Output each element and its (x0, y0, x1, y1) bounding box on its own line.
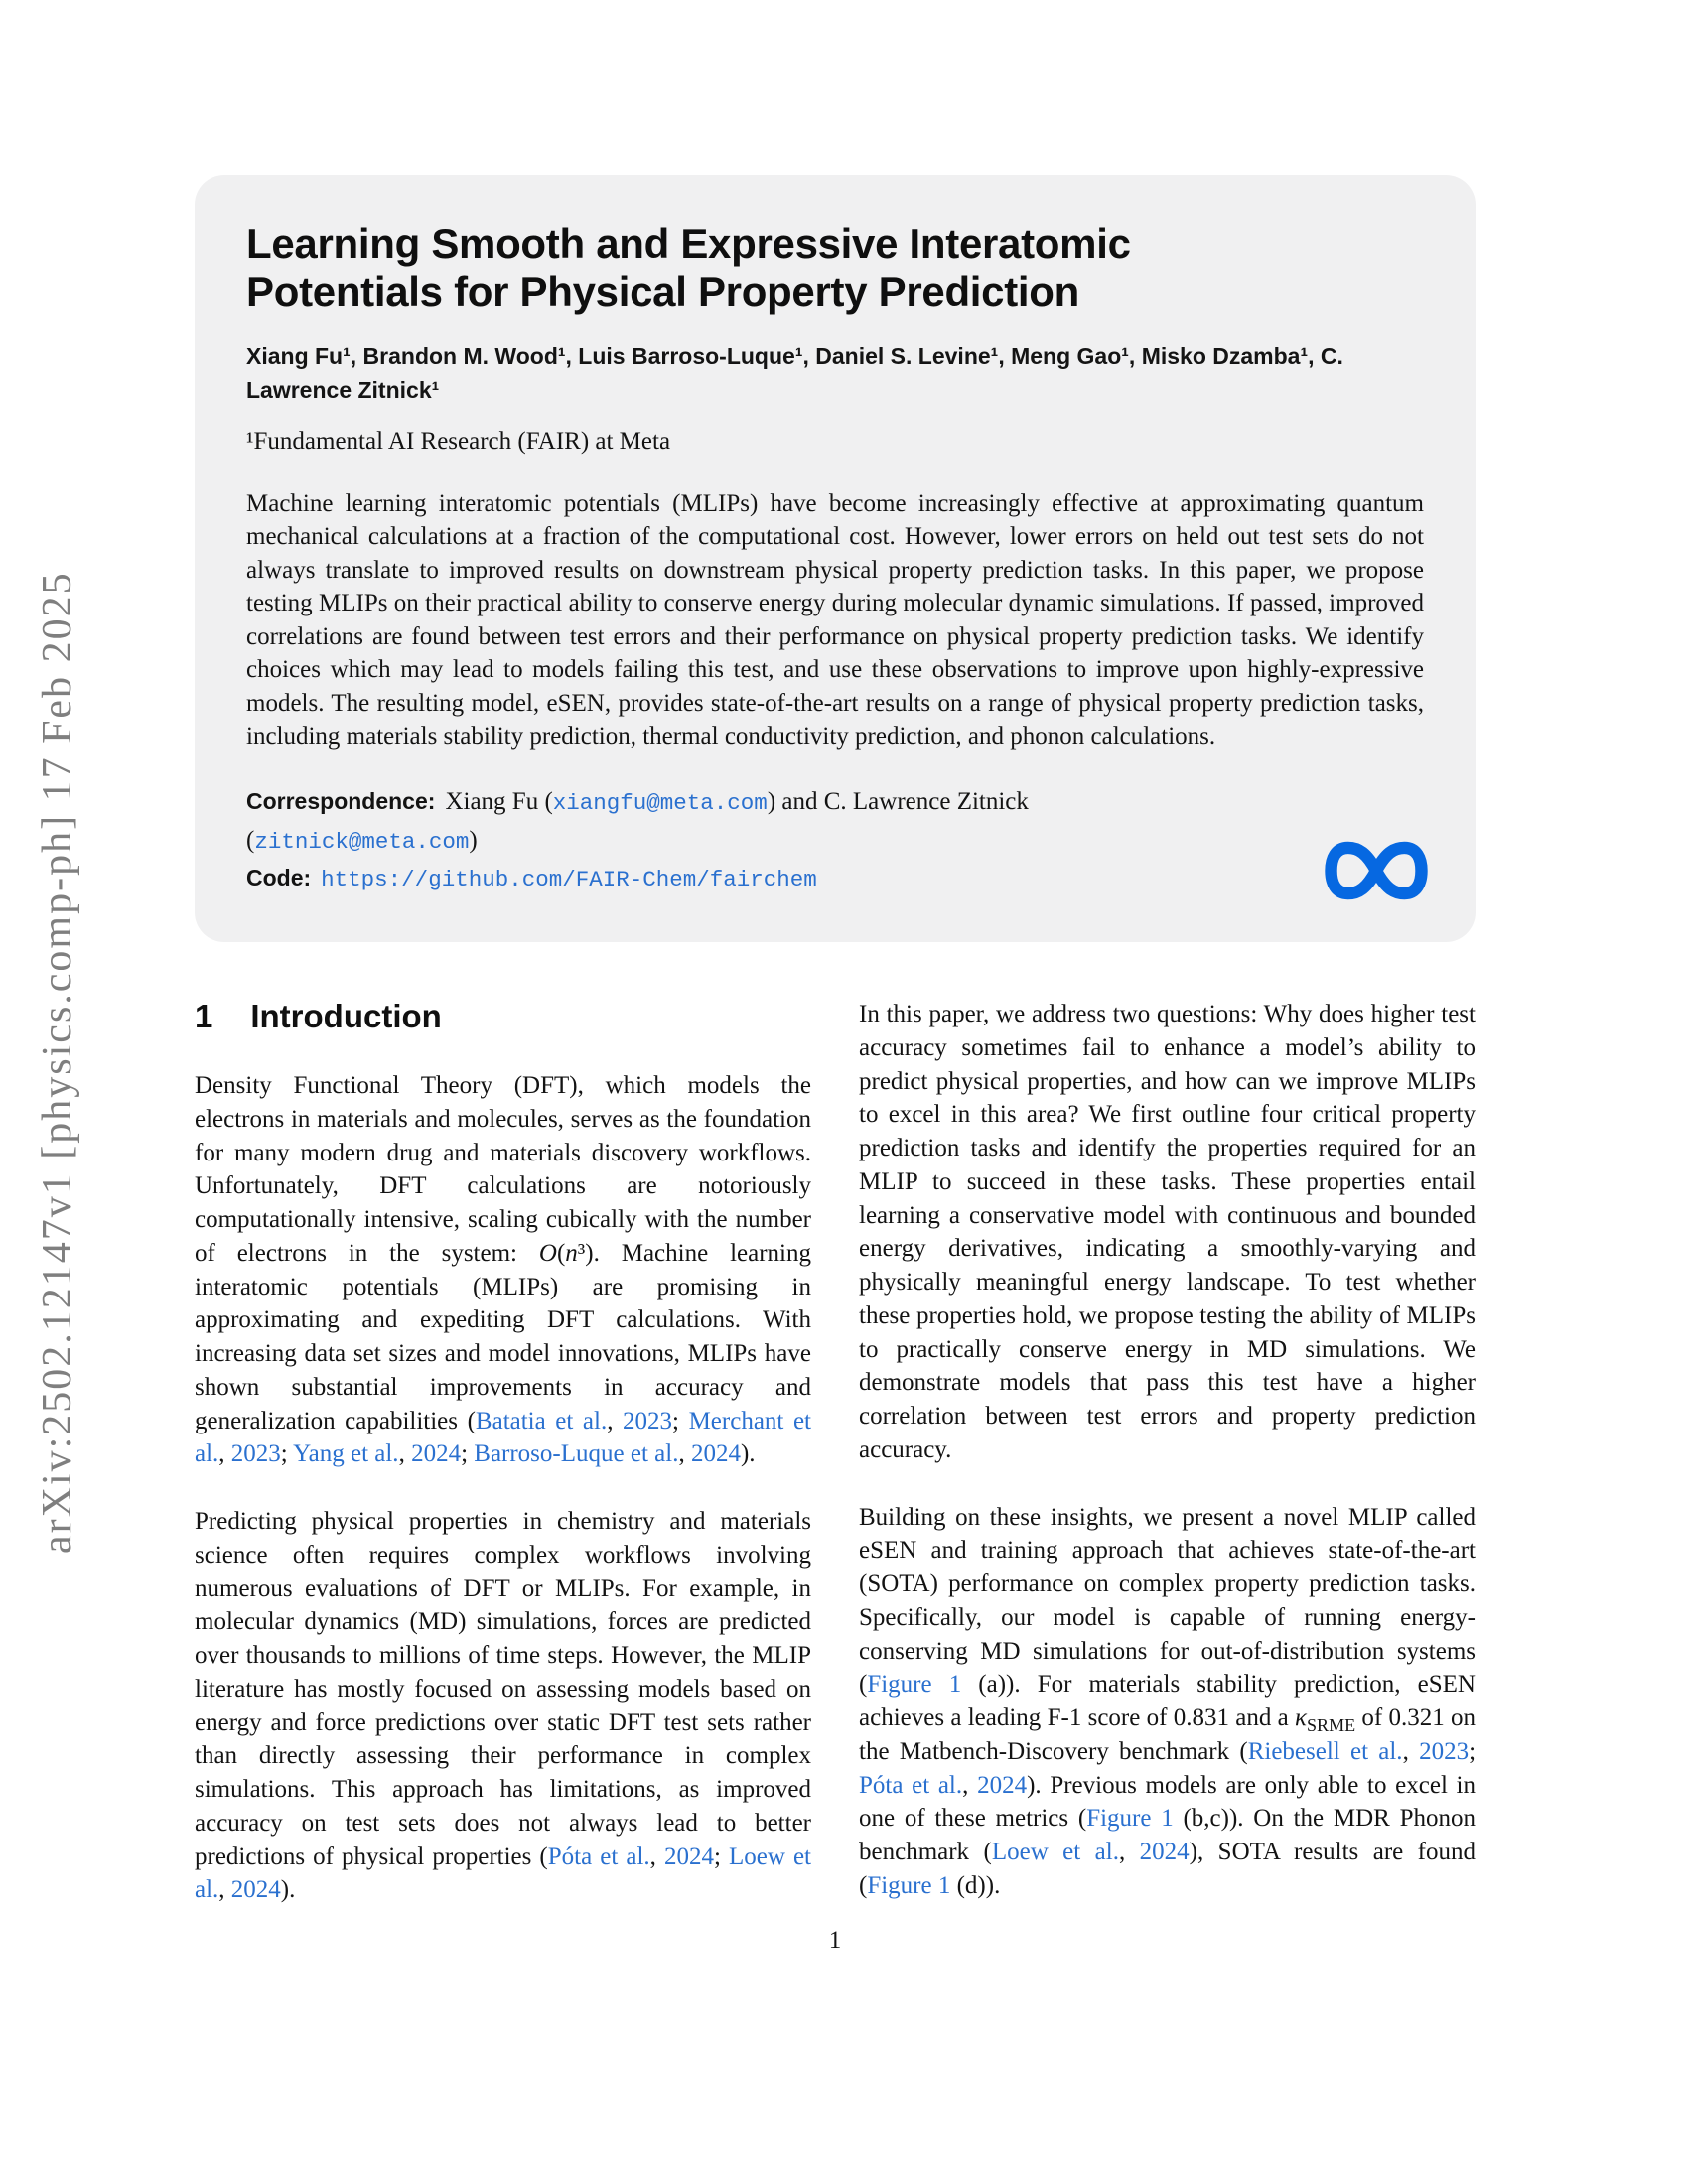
inline-link[interactable]: 2023 (1419, 1737, 1470, 1765)
text-segment: ; (280, 1440, 294, 1468)
paper-content (195, 175, 1476, 1955)
inline-link[interactable]: Merchant et al. (195, 1407, 811, 1468)
inline-link[interactable]: Figure 1 (867, 1671, 962, 1699)
text-segment: , (398, 1440, 412, 1468)
text-segment: , (1402, 1737, 1420, 1765)
text-segment: ), SOTA results are found ( (859, 1839, 1476, 1899)
arxiv-watermark: arXiv:2502.12147v1 [physics.comp-ph] 17 Feb 2025 (35, 571, 80, 1554)
text-segment: Density Functional Theory (DFT), which models the electrons in materials and molecules, serves as the foundation for many modern drug and materials discovery workflows. Unfortunately, DFT calculations are notoriously computationally intensive, scaling cubically with the number of electrons in the system: (195, 1072, 811, 1267)
text-segment: ; (461, 1440, 475, 1468)
inline-link[interactable]: Riebesell et al. (1247, 1737, 1403, 1765)
text-segment: ; (1469, 1737, 1477, 1765)
text-segment: Predicting physical properties in chemistry and materials science often requires complex workflows involving numerous evaluations of DFT or MLIPs. For example, in molecular dynamics (MD) simulations, forces are predicted over thousands to millions of time steps. However, the MLIP literature has mostly focused on assessing models based on energy and force predictions over static DFT test sets rather than directly assessing their performance in complex simulations. This approach has limitations, as improved accuracy on test sets does not always lead to better predictions of physical properties ( (195, 1508, 811, 1870)
text-segment: In this paper, we address two questions: Why does higher test accuracy sometimes fail to enhance a model’s ability to predict physical properties, and how can we improve MLIPs to excel in this area? We first outline four critical property prediction tasks and identify the properties required for an MLIP to succeed in these tasks. These properties entail learning a conservative model with continuous and bounded energy derivatives, indicating a smoothly-varying and physically meaningful energy landscape. To test whether these properties hold, we propose testing the ability of MLIPs to practically conserve energy in MD simulations. We demonstrate models that pass this test have a higher correlation between test errors and property prediction accuracy. (859, 1001, 1476, 1463)
page-number: 1 (828, 1927, 842, 1954)
inline-link[interactable]: 2024 (663, 1843, 714, 1870)
text-segment: , (218, 1876, 231, 1904)
text-segment: ) and C. Lawrence Zitnick ( (246, 787, 1029, 854)
inline-link[interactable]: 2024 (1139, 1839, 1190, 1865)
inline-link[interactable]: 2023 (623, 1407, 673, 1434)
text-segment: ). (740, 1440, 756, 1468)
text-segment: ). (280, 1876, 296, 1904)
inline-link[interactable]: Figure 1 (867, 1871, 951, 1899)
text-segment: ; (672, 1407, 689, 1434)
inline-link[interactable]: Póta et al. (547, 1843, 650, 1870)
paper-title: Learning Smooth and Expressive Interatomic Potentials for Physical Property Prediction (246, 220, 1131, 315)
inline-link[interactable]: 2024 (230, 1876, 281, 1904)
text-segment: , (1118, 1839, 1140, 1865)
text-segment: ). Previous models are only able to excel in one of these metrics ( (859, 1771, 1477, 1833)
text-segment: (a)). For materials stability prediction, eSEN achieves a leading F-1 score of 0.831 and a (859, 1671, 1476, 1731)
text-segment: ³). Machine learning interatomic potentials (MLIPs) are promising in approximating and expediting DFT calculations. With increasing data set sizes and model innovations, MLIPs have shown substantial improvements in accuracy and generalization capabilities ( (195, 1239, 811, 1434)
code-link[interactable]: https://github.com/FAIR-Chem/fairchem (321, 867, 817, 893)
inline-link[interactable]: Loew et al. (195, 1843, 812, 1904)
text-segment: O (538, 1239, 557, 1267)
code-line (246, 860, 1259, 898)
inline-link[interactable]: Batatia et al. (475, 1407, 608, 1434)
text-segment: κ (1295, 1705, 1308, 1731)
inline-link[interactable]: Barroso-Luque et al. (474, 1440, 679, 1468)
code-label: Code: (246, 865, 312, 891)
inline-link[interactable]: 2024 (977, 1771, 1028, 1799)
text-segment: SRME (1307, 1715, 1356, 1735)
text-segment: ( (556, 1239, 566, 1267)
affiliation: ¹Fundamental AI Research (FAIR) at Meta (246, 427, 671, 455)
inline-link[interactable]: Figure 1 (1086, 1805, 1174, 1833)
section-number: 1 (195, 998, 213, 1034)
inline-link[interactable]: Póta et al. (859, 1771, 963, 1799)
text-segment: , (649, 1843, 664, 1870)
author-list: Xiang Fu¹, Brandon M. Wood¹, Luis Barroso-Luque¹, Daniel S. Levine¹, Meng Gao¹, Misko Dzamba¹, C. Lawrence Zitnick¹ (246, 342, 1343, 404)
correspondence-label: Correspondence: (246, 787, 436, 814)
inline-link[interactable]: xiangfu@meta.com (552, 789, 768, 816)
intro-paragraph-1 (195, 1069, 811, 1471)
header-card (195, 175, 1476, 942)
text-segment: , (962, 1771, 978, 1799)
abstract-text: Machine learning interatomic potentials (MLIPs) have become increasingly effective at approximating quantum mechanical calculations at a fraction of the computational cost. However, lower errors on held out test sets do not always translate to improved results on downstream physical property prediction tasks. In this paper, we propose testing MLIPs on their practical ability to conserve energy during molecular dynamic simulations. If passed, improved correlations are found between test errors and their performance on physical property prediction tasks. We identify choices which may lead to models failing this test, and use these observations to improve upon highly-expressive models. The resulting model, eSEN, provides state-of-the-art results on a range of physical property prediction tasks, including materials stability prediction, thermal conductivity prediction, and phonon calculations. (246, 489, 1424, 751)
intro-paragraph-4 (859, 1501, 1476, 1903)
correspondence-line (246, 783, 1259, 861)
left-column (195, 998, 811, 1907)
text-segment: of 0.321 on the Matbench-Discovery benchmark ( (859, 1705, 1477, 1765)
section-heading-introduction (195, 998, 811, 1035)
text-segment: Building on these insights, we present a novel MLIP called eSEN and training approach that achieves state-of-the-art (SOTA) performance on complex property prediction tasks. Specifically, our model is capable of running energy-conserving MD simulations for out-of-distribution systems ( (859, 1503, 1476, 1699)
inline-link[interactable]: Loew et al. (991, 1839, 1119, 1865)
inline-link[interactable]: 2024 (690, 1440, 741, 1468)
text-segment: , (678, 1440, 691, 1468)
intro-paragraph-3 (859, 998, 1476, 1467)
text-segment: (b,c)). On the MDR Phonon benchmark ( (859, 1805, 1477, 1865)
text-segment: ; (713, 1843, 729, 1870)
text-segment: , (218, 1440, 231, 1468)
text-segment: ) (469, 826, 478, 854)
inline-link[interactable]: 2024 (411, 1440, 462, 1468)
intro-columns (195, 998, 1476, 1907)
text-segment: , (607, 1407, 624, 1434)
section-title: Introduction (250, 998, 442, 1034)
inline-link[interactable]: zitnick@meta.com (254, 828, 470, 855)
inline-link[interactable]: 2023 (230, 1440, 281, 1468)
text-segment: (d)). (950, 1871, 1001, 1899)
text-segment: Xiang Fu ( (445, 787, 553, 815)
right-column (859, 998, 1476, 1907)
meta-logo (1325, 839, 1428, 902)
inline-link[interactable]: Yang et al. (293, 1440, 399, 1468)
text-segment: n (565, 1239, 578, 1267)
intro-paragraph-2 (195, 1505, 811, 1907)
